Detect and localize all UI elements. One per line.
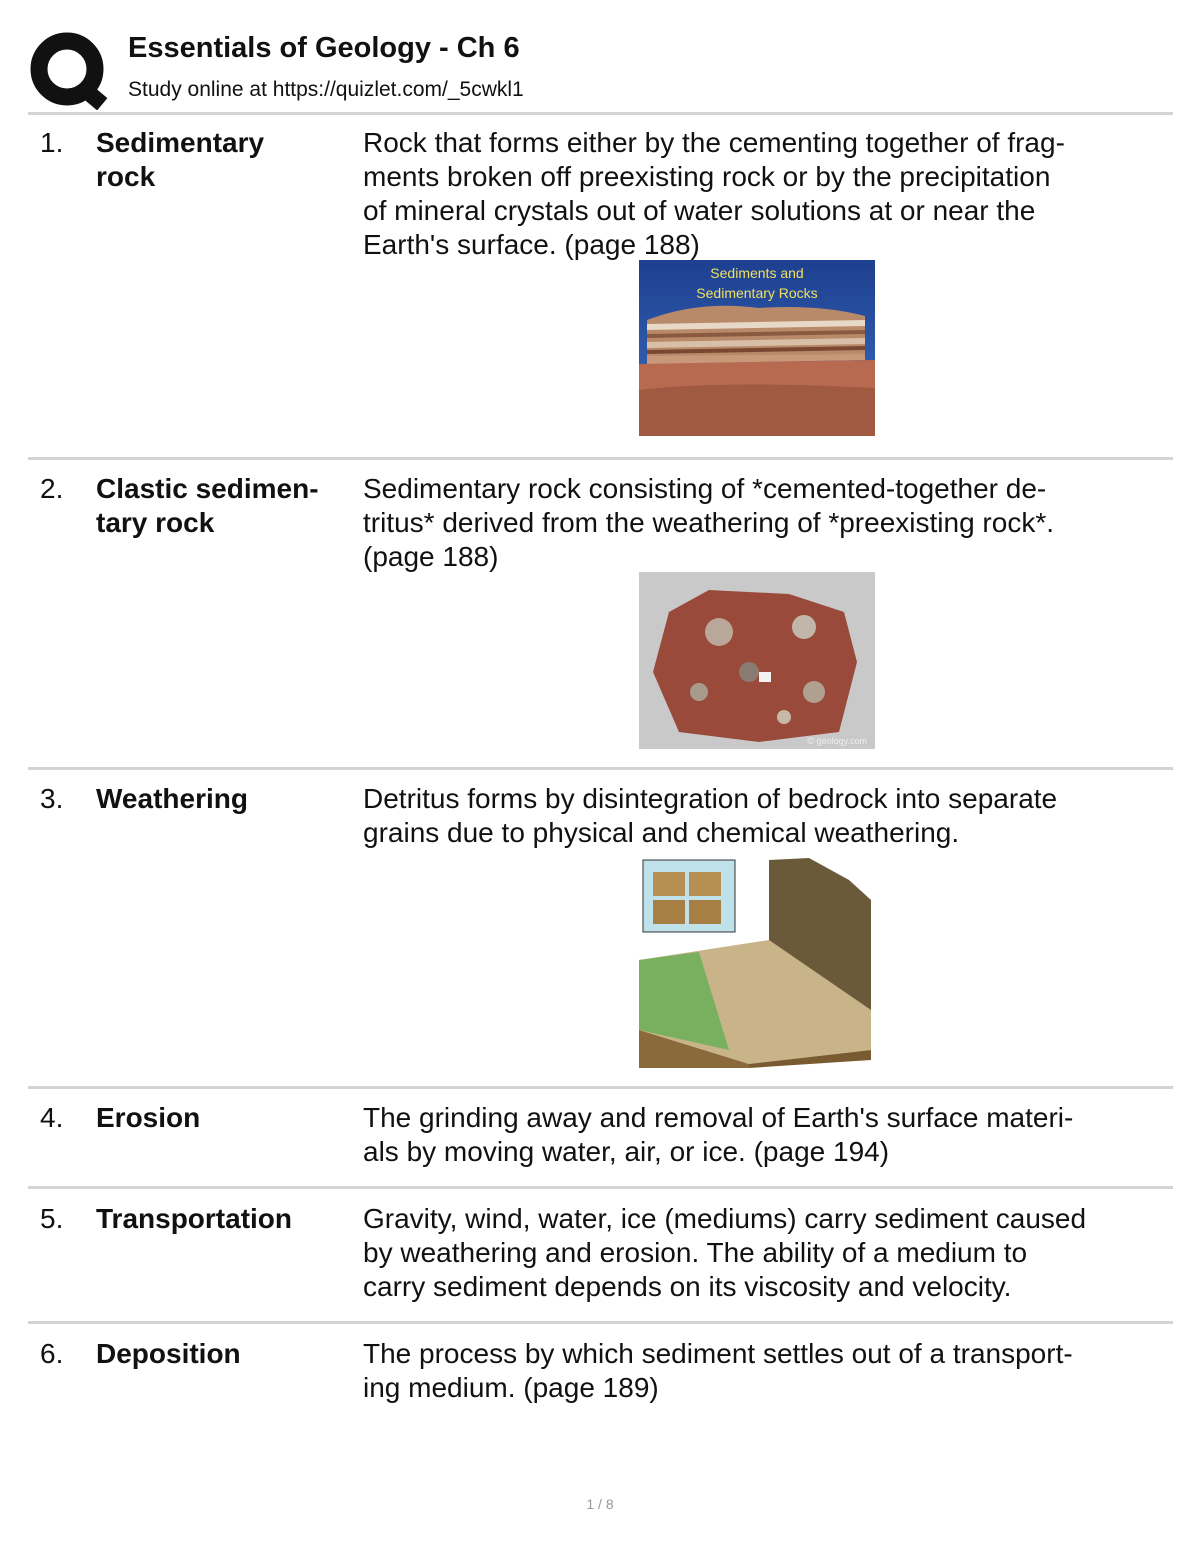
flashcard-5: [28, 1202, 1173, 1312]
study-online-link[interactable]: Study online at https://quizlet.com/_5cwkl1: [128, 78, 524, 101]
definition-line: (page 188): [363, 541, 499, 572]
definition-line: Detritus forms by disintegration of bedrock into separate: [363, 783, 1058, 814]
card-term: [96, 126, 358, 194]
term-line: rock: [96, 161, 156, 192]
card-definition: [363, 126, 1163, 262]
term-line: Weathering: [96, 783, 248, 814]
card-number: 3.: [40, 783, 64, 814]
card-definition: [363, 782, 1163, 850]
term-line: Transportation: [96, 1203, 293, 1234]
card-term: [96, 1337, 358, 1371]
weathering-diagram-image: [639, 850, 875, 1068]
term-line: Sedimentary: [96, 127, 265, 158]
quizlet-logo-icon: [30, 32, 108, 110]
divider: [28, 767, 1173, 770]
card-definition: [363, 1101, 1163, 1169]
card-definition: [363, 1202, 1163, 1304]
card-number: 6.: [40, 1338, 64, 1369]
card-number: 1.: [40, 127, 64, 158]
card-term: [96, 1101, 358, 1135]
definition-line: grains due to physical and chemical weathering.: [363, 817, 960, 848]
term-line: Deposition: [96, 1338, 241, 1369]
card-definition: [363, 1337, 1163, 1405]
divider: [28, 1321, 1173, 1324]
flashcard-1: [28, 126, 1173, 441]
definition-line: of mineral crystals out of water solutions at or near the: [363, 195, 1036, 226]
card-term: [96, 472, 358, 540]
divider: [28, 1186, 1173, 1189]
card-number: 5.: [40, 1203, 64, 1234]
definition-line: tritus* derived from the weathering of *preexisting rock*.: [363, 507, 1054, 538]
breccia-rock-image: [639, 572, 875, 749]
term-line: Erosion: [96, 1102, 201, 1133]
flashcard-3: [28, 782, 1173, 1072]
document-title: Essentials of Geology - Ch 6: [128, 32, 520, 64]
divider: [28, 457, 1173, 460]
definition-line: ments broken off preexisting rock or by the precipitation: [363, 161, 1051, 192]
flashcard-2: [28, 472, 1173, 754]
flashcard-6: [28, 1337, 1173, 1412]
definition-line: Gravity, wind, water, ice (mediums) carry sediment caused: [363, 1203, 1087, 1234]
page-number: 1 / 8: [586, 1496, 614, 1512]
definition-line: Rock that forms either by the cementing together of frag-: [363, 127, 1065, 158]
card-number: 4.: [40, 1102, 64, 1133]
divider: [28, 112, 1173, 115]
definition-line: als by moving water, air, or ice. (page 194): [363, 1136, 890, 1167]
definition-line: by weathering and erosion. The ability of a medium to: [363, 1237, 1028, 1268]
definition-line: Earth's surface. (page 188): [363, 229, 700, 260]
image-caption: © geology.com: [807, 736, 867, 746]
page-header: [30, 28, 1180, 108]
definition-line: The grinding away and removal of Earth's surface materi-: [363, 1102, 1074, 1133]
image-caption: Sediments and: [710, 265, 804, 281]
sedimentary-rocks-image: [639, 260, 875, 436]
definition-line: ing medium. (page 189): [363, 1372, 659, 1403]
card-term: [96, 1202, 358, 1236]
card-number: 2.: [40, 473, 64, 504]
definition-line: The process by which sediment settles out of a transport-: [363, 1338, 1073, 1369]
flashcard-4: [28, 1101, 1173, 1176]
card-term: [96, 782, 358, 816]
definition-line: Sedimentary rock consisting of *cemented-together de-: [363, 473, 1047, 504]
definition-line: carry sediment depends on its viscosity and velocity.: [363, 1271, 1012, 1302]
term-line: tary rock: [96, 507, 215, 538]
term-line: Clastic sedimen-: [96, 473, 319, 504]
divider: [28, 1086, 1173, 1089]
image-caption: Sedimentary Rocks: [696, 285, 818, 301]
card-definition: [363, 472, 1163, 574]
